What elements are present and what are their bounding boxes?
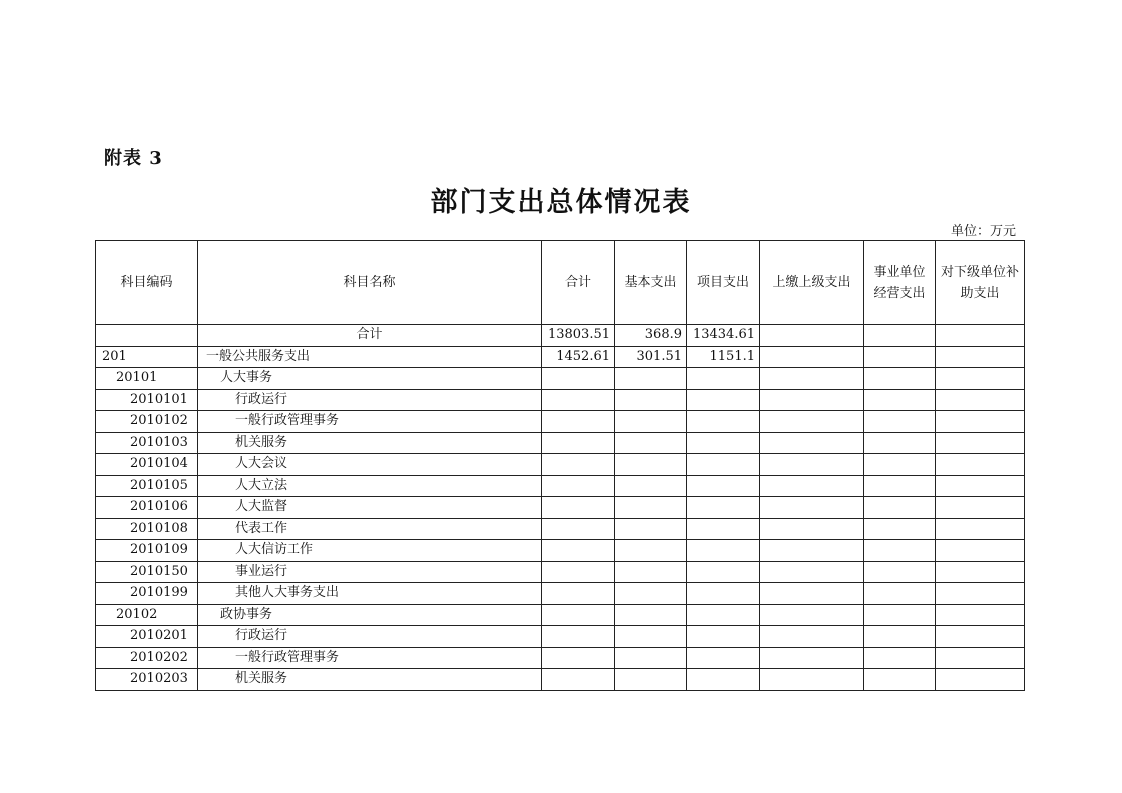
row-code: 2010103: [96, 432, 198, 454]
row-upper: [760, 475, 864, 497]
row-subsidy: [936, 669, 1025, 691]
row-project: [687, 561, 760, 583]
row-name: 机关服务: [198, 669, 542, 691]
header-upper: 上缴上级支出: [760, 241, 864, 325]
row-total: [542, 604, 615, 626]
header-name: 科目名称: [198, 241, 542, 325]
page-title: 部门支出总体情况表: [430, 187, 692, 218]
row-total: [542, 432, 615, 454]
row-upper: [760, 583, 864, 605]
row-subsidy: [936, 368, 1025, 390]
row-code: 2010203: [96, 669, 198, 691]
total-row-subsidy: [936, 325, 1025, 347]
header-subsidy: 对下级单位补助支出: [936, 241, 1025, 325]
header-project: 项目支出: [687, 241, 760, 325]
attachment-label: 附表 3: [104, 148, 163, 169]
unit-label: 单位：万元: [950, 224, 1016, 239]
row-project: [687, 604, 760, 626]
row-name: 人大立法: [198, 475, 542, 497]
row-subsidy: [936, 411, 1025, 433]
row-subsidy: [936, 454, 1025, 476]
row-total: [542, 411, 615, 433]
row-basic: [615, 647, 687, 669]
row-upper: [760, 346, 864, 368]
total-row-upper: [760, 325, 864, 347]
row-upper: [760, 561, 864, 583]
row-subsidy: [936, 432, 1025, 454]
row-basic: [615, 626, 687, 648]
row-basic: [615, 411, 687, 433]
total-row-project: 13434.61: [687, 325, 760, 347]
row-business: [864, 368, 936, 390]
row-basic: [615, 518, 687, 540]
row-name: 政协事务: [198, 604, 542, 626]
table-row: [96, 669, 1025, 691]
row-basic: [615, 561, 687, 583]
row-total: 1452.61: [542, 346, 615, 368]
row-upper: [760, 604, 864, 626]
row-name: 一般行政管理事务: [198, 647, 542, 669]
total-row-label: 合计: [198, 325, 542, 347]
row-basic: [615, 389, 687, 411]
row-total: [542, 669, 615, 691]
row-business: [864, 540, 936, 562]
table-row: [96, 454, 1025, 476]
header-basic: 基本支出: [615, 241, 687, 325]
row-project: [687, 368, 760, 390]
row-project: [687, 454, 760, 476]
row-project: [687, 475, 760, 497]
row-code: 2010202: [96, 647, 198, 669]
row-subsidy: [936, 647, 1025, 669]
row-name: 事业运行: [198, 561, 542, 583]
table-row: [96, 497, 1025, 519]
row-total: [542, 475, 615, 497]
row-project: [687, 626, 760, 648]
table-row: [96, 518, 1025, 540]
header-total: 合计: [542, 241, 615, 325]
row-basic: [615, 604, 687, 626]
row-upper: [760, 647, 864, 669]
row-name: 人大信访工作: [198, 540, 542, 562]
row-upper: [760, 626, 864, 648]
row-business: [864, 346, 936, 368]
row-upper: [760, 497, 864, 519]
row-upper: [760, 389, 864, 411]
row-upper: [760, 411, 864, 433]
row-business: [864, 454, 936, 476]
row-project: [687, 411, 760, 433]
row-upper: [760, 454, 864, 476]
row-name: 人大事务: [198, 368, 542, 390]
row-subsidy: [936, 626, 1025, 648]
table-row: [96, 368, 1025, 390]
total-row-code: [96, 325, 198, 347]
row-total: [542, 540, 615, 562]
row-code: 2010150: [96, 561, 198, 583]
row-business: [864, 497, 936, 519]
row-name: 其他人大事务支出: [198, 583, 542, 605]
row-total: [542, 561, 615, 583]
row-total: [542, 647, 615, 669]
header-code: 科目编码: [96, 241, 198, 325]
row-upper: [760, 368, 864, 390]
row-subsidy: [936, 518, 1025, 540]
row-upper: [760, 432, 864, 454]
row-total: [542, 583, 615, 605]
table-row: [96, 647, 1025, 669]
table-row: [96, 561, 1025, 583]
row-business: [864, 669, 936, 691]
row-code: 2010104: [96, 454, 198, 476]
table-row: [96, 475, 1025, 497]
row-project: [687, 389, 760, 411]
row-upper: [760, 540, 864, 562]
row-total: [542, 368, 615, 390]
table-row: [96, 626, 1025, 648]
row-basic: [615, 454, 687, 476]
row-name: 人大监督: [198, 497, 542, 519]
row-code: 2010109: [96, 540, 198, 562]
row-project: [687, 432, 760, 454]
row-business: [864, 604, 936, 626]
row-total: [542, 626, 615, 648]
row-business: [864, 432, 936, 454]
table-row: [96, 389, 1025, 411]
total-row: [96, 325, 1025, 347]
row-name: 行政运行: [198, 389, 542, 411]
row-business: [864, 647, 936, 669]
row-project: [687, 518, 760, 540]
row-basic: [615, 368, 687, 390]
row-project: [687, 497, 760, 519]
row-code: 2010102: [96, 411, 198, 433]
row-code: 2010199: [96, 583, 198, 605]
row-project: [687, 540, 760, 562]
row-subsidy: [936, 583, 1025, 605]
table-row: [96, 411, 1025, 433]
row-code: 201: [96, 346, 198, 368]
row-project: [687, 647, 760, 669]
row-business: [864, 389, 936, 411]
row-basic: [615, 475, 687, 497]
row-business: [864, 626, 936, 648]
table-row: [96, 432, 1025, 454]
row-subsidy: [936, 346, 1025, 368]
row-business: [864, 411, 936, 433]
row-project: [687, 583, 760, 605]
row-business: [864, 561, 936, 583]
row-basic: [615, 540, 687, 562]
table-row: [96, 583, 1025, 605]
row-code: 20102: [96, 604, 198, 626]
row-subsidy: [936, 389, 1025, 411]
total-row-basic: 368.9: [615, 325, 687, 347]
row-name: 一般行政管理事务: [198, 411, 542, 433]
table-row: [96, 540, 1025, 562]
row-name: 人大会议: [198, 454, 542, 476]
header-row: [96, 241, 1025, 325]
row-total: [542, 518, 615, 540]
table-row: [96, 346, 1025, 368]
row-name: 代表工作: [198, 518, 542, 540]
row-name: 机关服务: [198, 432, 542, 454]
total-row-business: [864, 325, 936, 347]
expense-table: [95, 240, 1025, 691]
header-business: 事业单位经营支出: [864, 241, 936, 325]
row-subsidy: [936, 497, 1025, 519]
row-business: [864, 583, 936, 605]
row-code: 2010101: [96, 389, 198, 411]
row-code: 2010106: [96, 497, 198, 519]
row-project: 1151.1: [687, 346, 760, 368]
row-subsidy: [936, 540, 1025, 562]
row-total: [542, 389, 615, 411]
row-total: [542, 454, 615, 476]
row-basic: [615, 669, 687, 691]
row-basic: 301.51: [615, 346, 687, 368]
row-project: [687, 669, 760, 691]
row-basic: [615, 497, 687, 519]
row-name: 一般公共服务支出: [198, 346, 542, 368]
row-name: 行政运行: [198, 626, 542, 648]
row-code: 20101: [96, 368, 198, 390]
row-basic: [615, 583, 687, 605]
row-subsidy: [936, 561, 1025, 583]
row-code: 2010108: [96, 518, 198, 540]
total-row-total: 13803.51: [542, 325, 615, 347]
row-business: [864, 475, 936, 497]
row-business: [864, 518, 936, 540]
row-code: 2010201: [96, 626, 198, 648]
table-row: [96, 604, 1025, 626]
row-basic: [615, 432, 687, 454]
row-subsidy: [936, 604, 1025, 626]
row-total: [542, 497, 615, 519]
row-upper: [760, 669, 864, 691]
row-code: 2010105: [96, 475, 198, 497]
row-subsidy: [936, 475, 1025, 497]
row-upper: [760, 518, 864, 540]
